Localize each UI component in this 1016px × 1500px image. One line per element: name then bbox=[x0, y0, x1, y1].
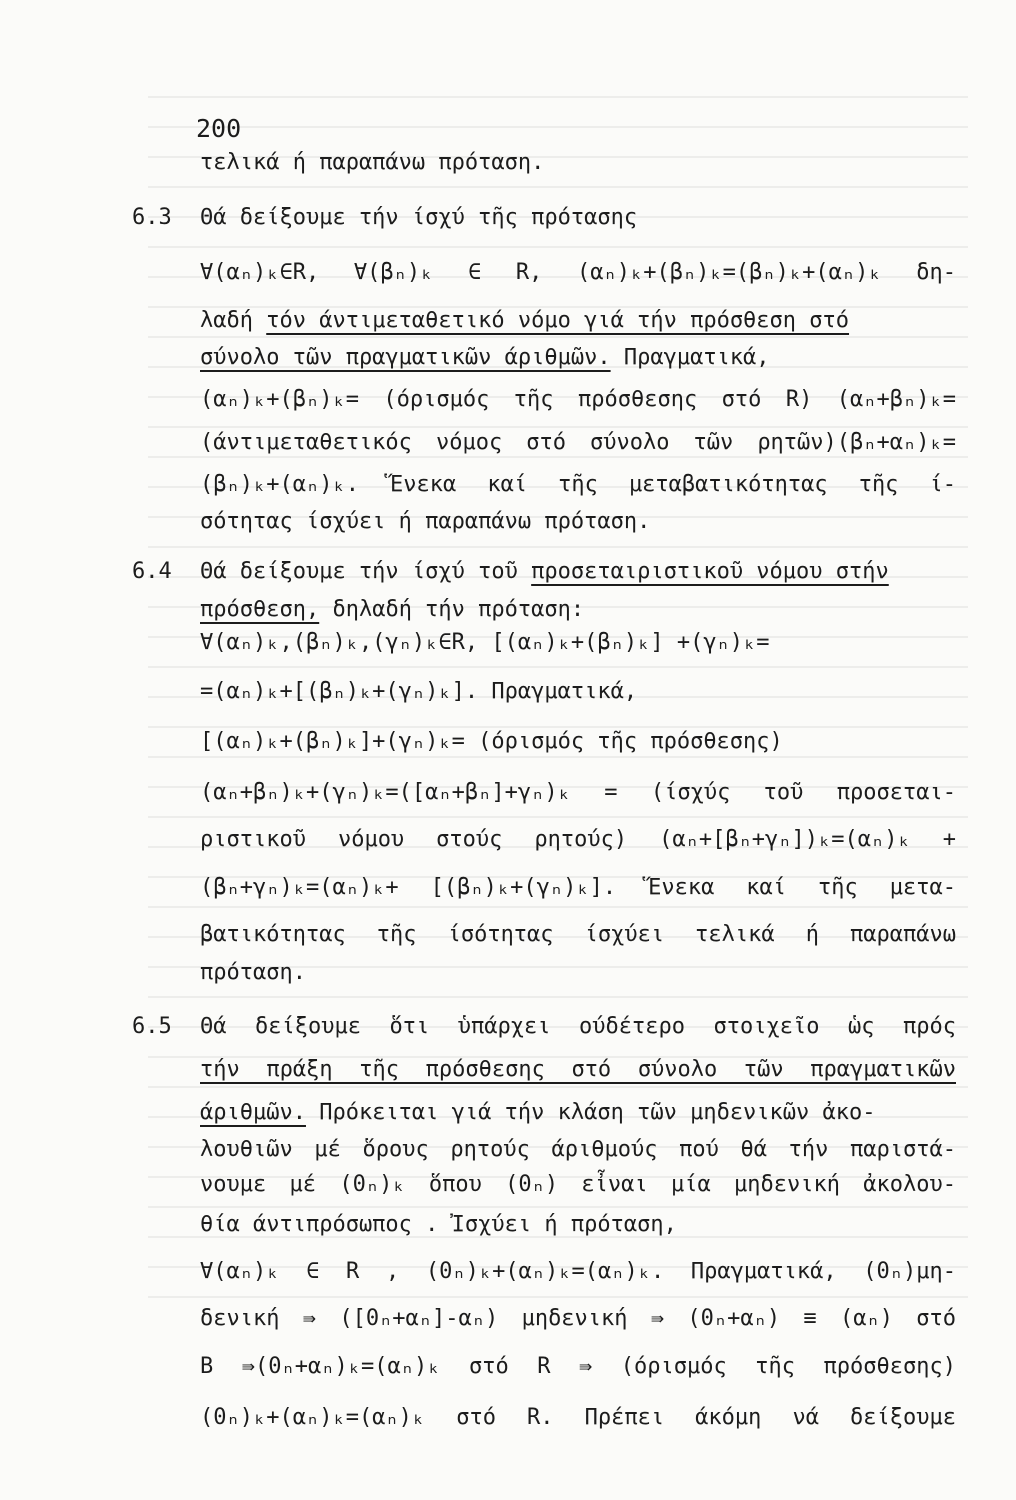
text-line: Θά δείξουμε τήν ίσχύ τῆς πρότασης bbox=[200, 205, 638, 230]
formula-line: ∀(αₙ)ₖ∈R, ∀(βₙ)ₖ ∈ R, (αₙ)ₖ+(βₙ)ₖ=(βₙ)ₖ+(αₙ)ₖ δη- bbox=[200, 260, 956, 285]
text-line: τελικά ή παραπάνω πρόταση. bbox=[200, 150, 545, 175]
underlined-text: τήν πράξη τῆς πρόσθεσης στό σύνολο τῶν πραγματικῶν bbox=[200, 1057, 956, 1082]
formula-line: (αₙ)ₖ+(βₙ)ₖ= (όρισμός τῆς πρόσθεσης στό R) (αₙ+βₙ)ₖ= bbox=[200, 387, 956, 412]
section-number: 6.4 bbox=[132, 559, 172, 584]
formula-line: (0ₙ)ₖ+(αₙ)ₖ=(αₙ)ₖ στό R. Πρέπει άκόμη νά δείξουμε bbox=[200, 1405, 956, 1430]
formula-line: =(αₙ)ₖ+[(βₙ)ₖ+(γₙ)ₖ]. Πραγματικά, bbox=[200, 679, 638, 704]
text-fragment: Πρόκειται γιά τήν κλάση τῶν μηδενικῶν ἀκο- bbox=[305, 1100, 876, 1125]
text-line bbox=[200, 595, 956, 625]
underlined-text: άριθμῶν. bbox=[200, 1100, 306, 1125]
formula-line: ριστικοῦ νόμου στούς ρητούς) (αₙ+[βₙ+γₙ])ₖ=(αₙ)ₖ + bbox=[200, 827, 956, 852]
section-number: 6.3 bbox=[132, 205, 172, 230]
text-line: λουθιῶν μέ ὅρους ρητούς άριθμούς πού θά τήν παριστά- bbox=[200, 1137, 956, 1162]
text-line bbox=[200, 1098, 956, 1128]
text-line: Θά δείξουμε ὅτι ὑπάρχει ούδέτερο στοιχεῖο ὡς πρός bbox=[200, 1014, 956, 1039]
formula-line: ∀(αₙ)ₖ ∈ R , (0ₙ)ₖ+(αₙ)ₖ=(αₙ)ₖ. Πραγματικά, (0ₙ)μη- bbox=[200, 1259, 956, 1284]
formula-line: (αₙ+βₙ)ₖ+(γₙ)ₖ=([αₙ+βₙ]+γₙ)ₖ = (ίσχύς τοῦ προσεται- bbox=[200, 780, 956, 805]
formula-line: B ⇛(0ₙ+αₙ)ₖ=(αₙ)ₖ στό R ⇛ (όρισμός τῆς πρόσθεσης) bbox=[200, 1354, 956, 1379]
formula-line: δενική ⇛ ([0ₙ+αₙ]-αₙ) μηδενική ⇛ (0ₙ+αₙ) ≡ (αₙ) στό bbox=[200, 1306, 956, 1331]
text-line: σότητας ίσχύει ή παραπάνω πρόταση. bbox=[200, 509, 651, 534]
underlined-text: πρόσθεση, bbox=[200, 597, 320, 622]
text-line: θία άντιπρόσωπος . Ἰσχύει ή πρόταση, bbox=[200, 1212, 677, 1237]
text-line: βατικότητας τῆς ίσότητας ίσχύει τελικά ή παραπάνω bbox=[200, 922, 956, 947]
text-line bbox=[200, 557, 956, 587]
text-line: (βₙ)ₖ+(αₙ)ₖ. Ἕνεκα καί τῆς μεταβατικότητας τῆς ί- bbox=[200, 472, 956, 497]
underlined-text: σύνολο τῶν πραγματικῶν άριθμῶν. bbox=[200, 345, 611, 370]
text-fragment: Θά δείξουμε τήν ίσχύ τοῦ bbox=[200, 559, 532, 584]
text-line: νουμε μέ (0ₙ)ₖ ὅπου (0ₙ) εἶναι μία μηδενική ἀκολου- bbox=[200, 1172, 956, 1197]
page-number: 200 bbox=[196, 114, 242, 143]
formula-line: ∀(αₙ)ₖ,(βₙ)ₖ,(γₙ)ₖ∈R, [(αₙ)ₖ+(βₙ)ₖ] +(γₙ)ₖ= bbox=[200, 630, 770, 655]
text-fragment: Πραγματικά, bbox=[610, 345, 770, 370]
section-number: 6.5 bbox=[132, 1014, 172, 1039]
text-fragment: δηλαδή τήν πρόταση: bbox=[319, 597, 585, 622]
formula-line: [(αₙ)ₖ+(βₙ)ₖ]+(γₙ)ₖ= (όρισμός τῆς πρόσθεσης) bbox=[200, 729, 783, 754]
underlined-text: τόν άντιμεταθετικό νόμο γιά τήν πρόσθεση στό bbox=[266, 308, 850, 333]
formula-line: (άντιμεταθετικός νόμος στό σύνολο τῶν ρητῶν)(βₙ+αₙ)ₖ= bbox=[200, 430, 956, 455]
formula-line: (βₙ+γₙ)ₖ=(αₙ)ₖ+ [(βₙ)ₖ+(γₙ)ₖ]. Ἕνεκα καί τῆς μετα- bbox=[200, 875, 956, 900]
text-line bbox=[200, 306, 956, 336]
text-fragment: λαδή bbox=[200, 308, 267, 333]
text-line: πρόταση. bbox=[200, 960, 306, 985]
text-line bbox=[200, 343, 956, 373]
underlined-text: προσεταιριστικοῦ νόμου στήν bbox=[531, 559, 889, 584]
